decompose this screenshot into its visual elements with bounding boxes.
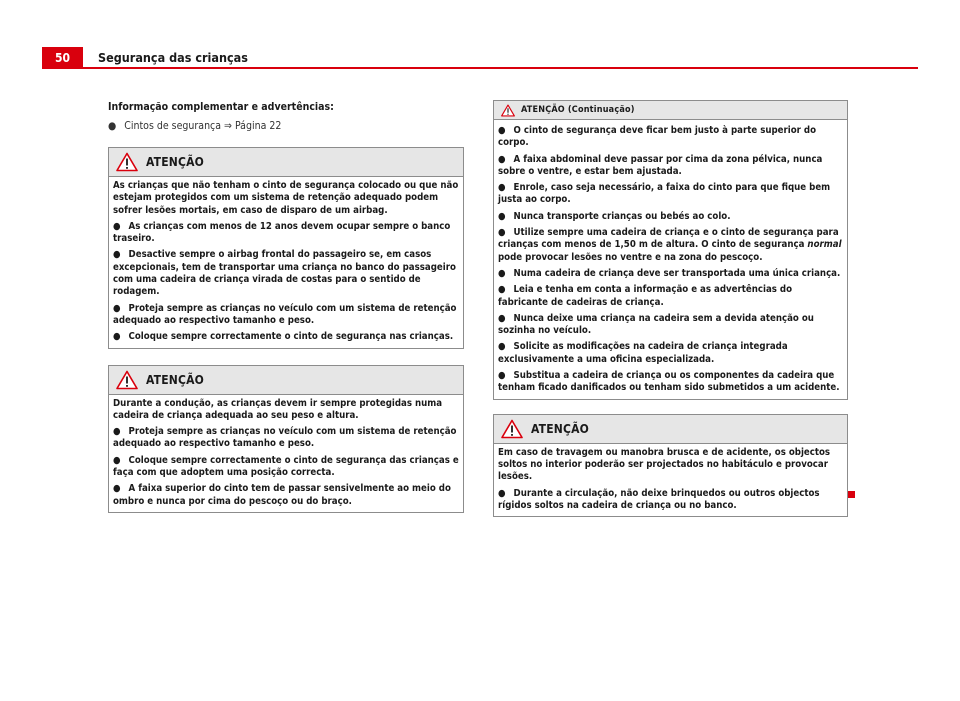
- warning-box-2: [108, 365, 464, 513]
- bullet: ●: [498, 487, 506, 499]
- bullet: ●: [113, 249, 121, 261]
- list-item: [498, 370, 843, 395]
- bullet: ●: [113, 220, 121, 232]
- warning-box-header: [494, 415, 847, 444]
- list-item: [498, 182, 843, 207]
- warning-box-1: [108, 147, 464, 349]
- list-item: [113, 331, 459, 343]
- list-item-text: Nunca deixe uma criança na cadeira sem a devida atenção ou sozinha no veículo.: [498, 312, 814, 337]
- warning-triangle-icon: [116, 152, 138, 172]
- list-item-text: Leia e tenha em conta a informação e as advertências do fabricante de cadeiras de criança.: [498, 284, 793, 308]
- list-item: [498, 341, 843, 366]
- list-item: [113, 483, 459, 508]
- page-number: 50: [54, 50, 71, 65]
- warning-box-body: [109, 177, 463, 348]
- list-item-text: Desactive sempre o airbag frontal do passageiro se, em casos excepcionais, tem de transportar uma criança no banco do passageiro com uma cadeira de criança virada de costas para o sentido de rodagem.: [113, 249, 456, 298]
- list-item-text-part: Utilize sempre uma cadeira de criança e o cinto de segurança para crianças com menos de 1,50 m de altura. O cinto de segurança: [498, 227, 839, 251]
- warning-title: ATENÇÃO: [531, 421, 590, 436]
- warning-triangle-icon: [501, 104, 515, 117]
- list-item-text: Durante a circulação, não deixe brinquedos ou outros objectos rígidos soltos na cadeira de criança ou no banco.: [498, 487, 820, 511]
- warning-box-body: [109, 395, 463, 512]
- list-item: [113, 249, 459, 298]
- bullet: ●: [498, 182, 506, 194]
- bullet: ●: [113, 426, 121, 438]
- list-item-text-part: pode provocar lesões no ventre e na zona do pescoço.: [498, 251, 763, 263]
- bullet: ●: [498, 284, 506, 296]
- warning-triangle-icon: [501, 419, 523, 439]
- end-of-section-mark: [848, 491, 855, 498]
- bullet: ●: [498, 267, 506, 279]
- bullet: ●: [498, 312, 506, 324]
- list-item-text: A faixa superior do cinto tem de passar sensivelmente ao meio do ombro e nunca por cima do pescoço ou do braço.: [113, 483, 451, 507]
- warning-title: ATENÇÃO (Continuação): [521, 105, 635, 115]
- list-item: [113, 303, 459, 328]
- list-item-text: Substitua a cadeira de criança ou os componentes da cadeira que tenham ficado danificados ou tenham sido submetidos a um acidente.: [498, 370, 840, 394]
- left-column: [108, 101, 464, 513]
- list-item-text: Coloque sempre correctamente o cinto de segurança das crianças e faça com que adoptem uma posição correcta.: [113, 454, 459, 479]
- bullet: ●: [498, 210, 506, 222]
- bullet: ●: [498, 227, 506, 239]
- bullet: ●: [498, 125, 506, 136]
- list-item: [113, 455, 459, 480]
- list-item-text: As crianças com menos de 12 anos devem ocupar sempre o banco traseiro.: [113, 220, 451, 245]
- list-item-text: Enrole, caso seja necessário, a faixa do cinto para que fique bem justa ao corpo.: [498, 182, 831, 206]
- bullet: ●: [498, 341, 506, 353]
- list-item: [498, 154, 843, 179]
- warning-triangle-icon: [116, 370, 138, 390]
- bullet: ●: [498, 153, 506, 165]
- list-item: [113, 221, 459, 246]
- list-item-text: A faixa abdominal deve passar por cima da zona pélvica, nunca sobre o ventre, e estar bem ajustada.: [498, 153, 823, 177]
- warning-box-3: [493, 100, 848, 400]
- warning-box-header: [109, 366, 463, 395]
- list-item: [113, 426, 459, 451]
- list-item: [498, 488, 843, 513]
- intro-item-text: Cintos de segurança ⇒ Página 22: [124, 120, 282, 132]
- list-item: [498, 125, 843, 150]
- section-title: Segurança das crianças: [98, 50, 248, 65]
- warning-box-header: [109, 148, 463, 177]
- list-item-text: Numa cadeira de criança deve ser transportada uma única criança.: [513, 267, 841, 279]
- list-item-text: Proteja sempre as crianças no veículo com um sistema de retenção adequado ao respectivo tamanho e peso.: [113, 302, 457, 326]
- warning-box-4: [493, 414, 848, 517]
- warning-title: ATENÇÃO: [146, 372, 205, 387]
- right-column: [493, 100, 848, 517]
- warning-lead: As crianças que não tenham o cinto de segurança colocado ou que não estejam protegidos com um sistema de retenção adequado podem sofrer lesões mortais, em caso de disparo de um airbag.: [113, 180, 459, 216]
- bullet: ●: [108, 120, 117, 132]
- list-item: [498, 268, 843, 280]
- list-item-text: Coloque sempre correctamente o cinto de segurança nas crianças.: [128, 331, 454, 343]
- list-item: [498, 284, 843, 309]
- list-item: [498, 211, 843, 223]
- warning-lead: Em caso de travagem ou manobra brusca e de acidente, os objectos soltos no interior poderão ser projectados no habitáculo e provocar lesões.: [498, 446, 831, 483]
- intro-item: [108, 120, 464, 133]
- page-number-badge: [42, 47, 83, 68]
- bullet: ●: [498, 370, 506, 382]
- bullet: ●: [113, 302, 121, 314]
- list-item: [498, 313, 843, 338]
- bullet: ●: [113, 483, 121, 495]
- list-item-text: Nunca transporte crianças ou bebés ao colo.: [513, 210, 731, 222]
- intro-heading: Informação complementar e advertências:: [108, 101, 334, 113]
- warning-title: ATENÇÃO: [146, 155, 205, 169]
- warning-box-body: [494, 444, 847, 516]
- warning-box-header: [494, 101, 847, 120]
- list-item-text: Solicite as modificações na cadeira de criança integrada exclusivamente a uma oficina especializada.: [498, 341, 788, 365]
- list-item-text: O cinto de segurança deve ficar bem justo à parte superior do corpo.: [498, 125, 817, 149]
- header-rule: [42, 67, 918, 69]
- list-item-text: Proteja sempre as crianças no veículo com um sistema de retenção adequado ao respectivo tamanho e peso.: [113, 426, 457, 450]
- bullet: ●: [113, 331, 121, 343]
- bullet: ●: [113, 454, 121, 466]
- warning-box-body: [494, 120, 847, 399]
- warning-lead: Durante a condução, as crianças devem ir sempre protegidas numa cadeira de criança adequada ao seu peso e altura.: [113, 397, 443, 421]
- list-item: [498, 227, 843, 264]
- emphasis-word: normal: [807, 239, 842, 251]
